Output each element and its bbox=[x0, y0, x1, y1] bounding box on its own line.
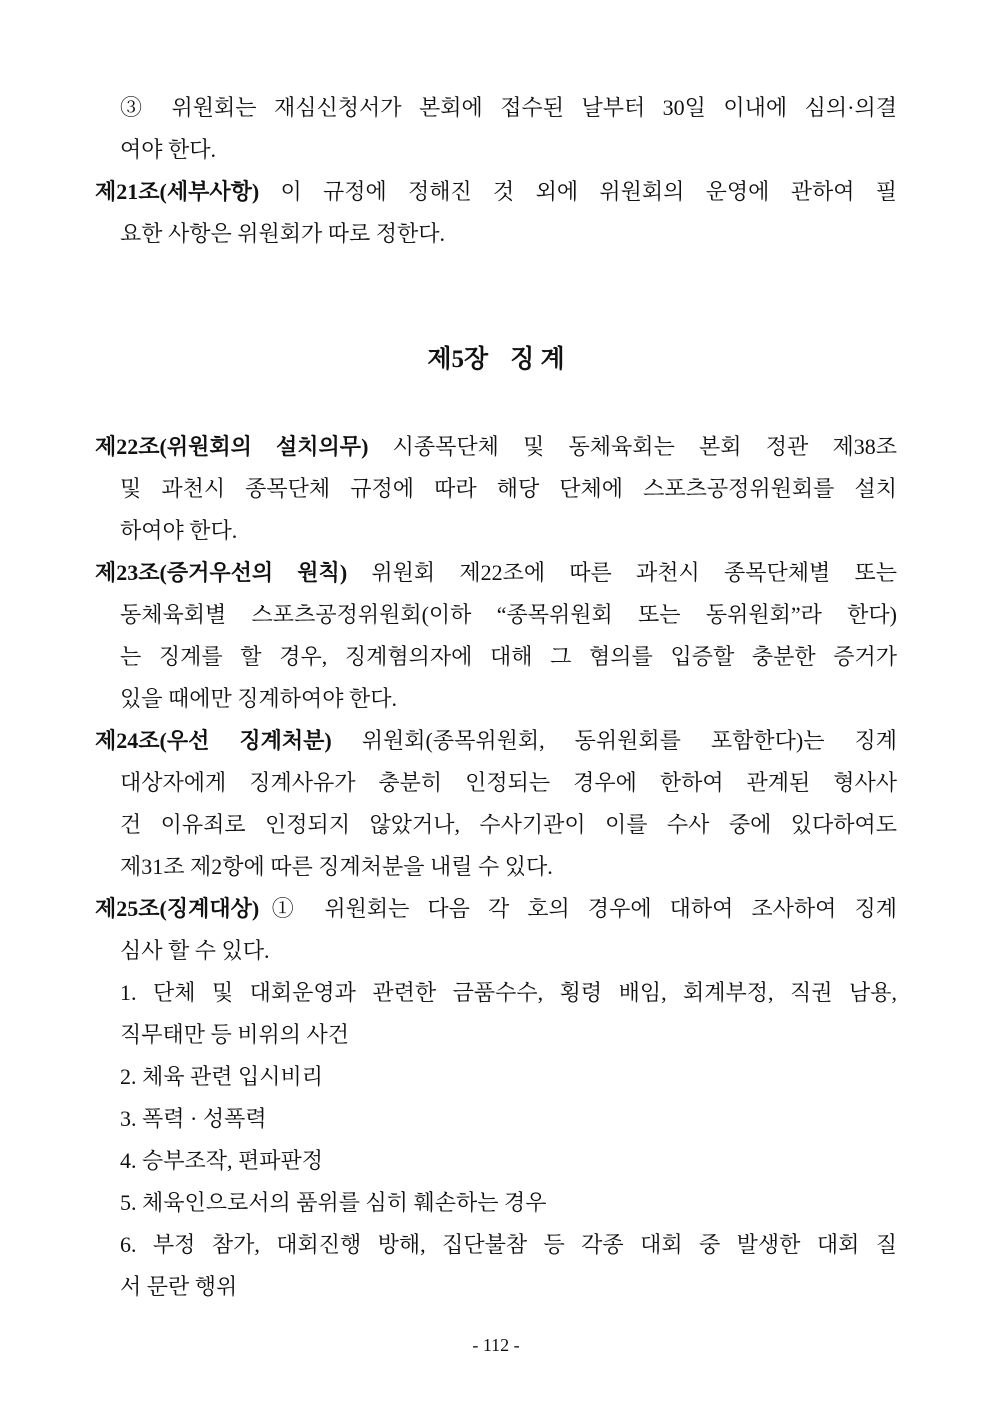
line-text: 5. 체육인으로서의 품위를 심히 훼손하는 경우 bbox=[120, 1190, 547, 1215]
paragraph-line bbox=[95, 762, 897, 804]
line-text: 동체육회별 스포츠공정위원회(이하 “종목위원회 또는 동위원회”라 한다) bbox=[120, 602, 897, 627]
paragraph-line bbox=[95, 129, 897, 171]
paragraph-line bbox=[95, 510, 897, 552]
line-text: 시종목단체 및 동체육회는 본회 정관 제38조 bbox=[392, 434, 897, 459]
line-text: 건 이유죄로 인정되지 않았거나, 수사기관이 이를 수사 중에 있다하여도 bbox=[120, 812, 897, 837]
article-22 bbox=[95, 426, 897, 468]
line-text: 2. 체육 관련 입시비리 bbox=[120, 1064, 324, 1089]
article-title: 제21조(세부사항) bbox=[95, 179, 260, 204]
upper-text-block bbox=[95, 87, 897, 255]
paragraph-line bbox=[95, 594, 897, 636]
line-text: 있을 때에만 징계하여야 한다. bbox=[120, 686, 398, 711]
page-number: - 112 - bbox=[472, 1335, 520, 1355]
list-item-continuation bbox=[95, 1014, 897, 1056]
line-text: 및 과천시 종목단체 규정에 따라 해당 단체에 스포츠공정위원회를 설치 bbox=[120, 476, 897, 501]
line-text: 하여야 한다. bbox=[120, 518, 238, 543]
article-21 bbox=[95, 171, 897, 213]
paragraph-line bbox=[95, 213, 897, 255]
list-item bbox=[95, 1056, 897, 1098]
paragraph-line bbox=[95, 468, 897, 510]
article-23 bbox=[95, 552, 897, 594]
paragraph-line bbox=[95, 804, 897, 846]
lower-text-block bbox=[95, 426, 897, 1308]
line-text: 3. 폭력 · 성폭력 bbox=[120, 1106, 267, 1131]
paragraph-line bbox=[95, 87, 897, 129]
chapter-heading bbox=[0, 339, 992, 381]
article-24 bbox=[95, 720, 897, 762]
line-text: 1. 단체 및 대회운영과 관련한 금품수수, 횡령 배임, 회계부정, 직권 남용, bbox=[120, 980, 897, 1005]
article-title: 제25조(징계대상) bbox=[95, 896, 260, 921]
list-item bbox=[95, 1224, 897, 1266]
line-text: 제31조 제2항에 따른 징계처분을 내릴 수 있다. bbox=[120, 854, 553, 879]
list-item bbox=[95, 1182, 897, 1224]
line-text: 직무태만 등 비위의 사건 bbox=[120, 1022, 350, 1047]
list-item-continuation bbox=[95, 1266, 897, 1308]
line-text: 심사 할 수 있다. bbox=[120, 938, 270, 963]
line-text: 위원회(종목위원회, 동위원회를 포함한다)는 징계 bbox=[361, 728, 897, 753]
line-text: ① 위원회는 다음 각 호의 경우에 대하여 조사하여 징계 bbox=[259, 896, 897, 921]
paragraph-line bbox=[95, 636, 897, 678]
line-text: 여야 한다. bbox=[120, 137, 217, 162]
line-text: 요한 사항은 위원회가 따로 정한다. bbox=[120, 221, 446, 246]
paragraph-line bbox=[95, 678, 897, 720]
line-text: 서 문란 행위 bbox=[120, 1274, 238, 1299]
list-item bbox=[95, 1098, 897, 1140]
chapter-title: 징 계 bbox=[510, 346, 565, 373]
line-text: 6. 부정 참가, 대회진행 방해, 집단불참 등 각종 대회 중 발생한 대회 질 bbox=[120, 1232, 897, 1257]
article-title: 제24조(우선 징계처분) bbox=[95, 728, 332, 753]
chapter-number: 제5장 bbox=[427, 346, 489, 373]
line-text: 는 징계를 할 경우, 징계혐의자에 대해 그 혐의를 입증할 충분한 증거가 bbox=[120, 644, 897, 669]
article-25 bbox=[95, 888, 897, 930]
line-text: 대상자에게 징계사유가 충분히 인정되는 경우에 한하여 관계된 형사사 bbox=[120, 770, 897, 795]
paragraph-line bbox=[95, 930, 897, 972]
line-text: ③ 위원회는 재심신청서가 본회에 접수된 날부터 30일 이내에 심의·의결 bbox=[120, 95, 897, 120]
line-text: 위원회 제22조에 따른 과천시 종목단체별 또는 bbox=[371, 560, 897, 585]
line-text: 이 규정에 정해진 것 외에 위원회의 운영에 관하여 필 bbox=[280, 179, 897, 204]
article-title: 제23조(증거우선의 원칙) bbox=[95, 560, 348, 585]
line-text: 4. 승부조작, 편파판정 bbox=[120, 1148, 324, 1173]
article-title: 제22조(위원회의 설치의무) bbox=[95, 434, 369, 459]
list-item bbox=[95, 1140, 897, 1182]
list-item bbox=[95, 972, 897, 1014]
paragraph-line bbox=[95, 846, 897, 888]
